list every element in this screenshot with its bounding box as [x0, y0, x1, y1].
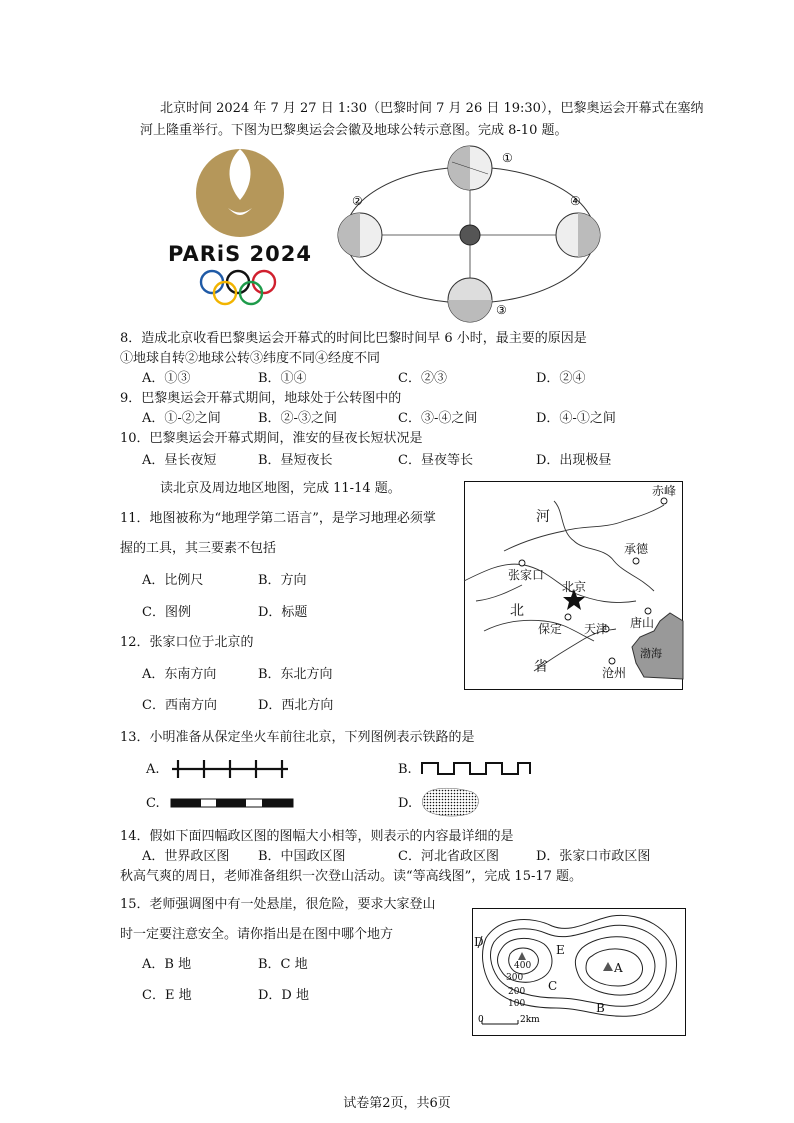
orbit-label-1: ① [502, 151, 513, 165]
q11-option-c[interactable]: C．图例 [142, 605, 191, 620]
city-dot-zhangjiakou [519, 560, 525, 566]
paris-2024-logo [168, 145, 315, 310]
q8-option-a[interactable]: A．①③ [142, 371, 191, 386]
map-label-zhangjiakou: 张家口 [508, 568, 545, 582]
city-dot-cangzhou [609, 658, 615, 664]
contour-frame [473, 909, 686, 1036]
q8-option-c[interactable]: C．②③ [398, 371, 447, 386]
earth-position-4 [556, 213, 600, 257]
city-dot-tangshan [645, 608, 651, 614]
q11-option-d[interactable]: D．标题 [258, 605, 308, 620]
q14-option-d[interactable]: D．张家口市政区图 [536, 849, 651, 864]
logo-text: PARiS 2024 [168, 242, 312, 266]
q9-option-b[interactable]: B．②-③之间 [258, 411, 337, 426]
map-label-chifeng: 赤峰 [652, 484, 677, 498]
q15-option-d[interactable]: D．D 地 [258, 988, 309, 1003]
map-label-baoding: 保定 [538, 622, 563, 636]
map-label-tianjin: 天津 [584, 622, 609, 636]
map-label-he: 河 [536, 509, 550, 525]
q13-option-d[interactable]: D. [398, 796, 413, 811]
city-dot-chengde [633, 558, 639, 564]
orbit-label-4: ④ [570, 194, 581, 208]
contour-value-300: 300 [506, 973, 524, 983]
q8-sub: ①地球自转②地球公转③纬度不同④经度不同 [120, 351, 381, 366]
q13-option-a[interactable]: A. [146, 762, 160, 777]
q11-option-a[interactable]: A．比例尺 [142, 573, 204, 588]
q14-option-b[interactable]: B．中国政区图 [258, 849, 346, 864]
q14-option-a[interactable]: A．世界政区图 [142, 849, 230, 864]
earth-position-2 [338, 213, 382, 257]
q9-option-c[interactable]: C．③-④之间 [398, 411, 478, 426]
orbit-label-3: ③ [496, 303, 507, 317]
contour-value-200: 200 [508, 987, 526, 997]
scale-label-2km: 2km [520, 1015, 540, 1025]
contour-label-e: E [556, 943, 565, 957]
map-label-sheng: 省 [534, 659, 548, 675]
q14-option-c[interactable]: C．河北省政区图 [398, 849, 499, 864]
map-label-cangzhou: 沧州 [602, 666, 627, 680]
map-label-tangshan: 唐山 [630, 616, 655, 630]
q15-stem-2: 时一定要注意安全。请你指出是在图中哪个地方 [120, 927, 394, 942]
q9-stem: 9．巴黎奥运会开幕式期间，地球处于公转图中的 [120, 391, 402, 406]
q12-option-d[interactable]: D．西北方向 [258, 698, 334, 713]
q8-option-d[interactable]: D．②④ [536, 371, 586, 386]
q10-option-b[interactable]: B．昼短夜长 [258, 453, 333, 468]
city-dot-chifeng [661, 498, 667, 504]
q8-option-b[interactable]: B．①④ [258, 371, 307, 386]
q14-stem: 14．假如下面四幅政区图的图幅大小相等，则表示的内容最详细的是 [120, 829, 514, 844]
q12-option-c[interactable]: C．西南方向 [142, 698, 217, 713]
legend-railway-symbol [170, 797, 294, 809]
earth-orbit-diagram [330, 140, 620, 330]
q15-option-a[interactable]: A．B 地 [142, 957, 192, 972]
map-label-beijing: 北京 [562, 580, 587, 594]
q13-stem: 13．小明准备从保定坐火车前往北京，下列图例表示铁路的是 [120, 730, 475, 745]
city-dot-baoding [565, 614, 571, 620]
earth-position-3 [448, 278, 492, 322]
intro-2: 读北京及周边地区地图，完成 11-14 题。 [160, 481, 401, 496]
legend-square-wave-symbol [420, 760, 532, 776]
q13-option-b[interactable]: B. [398, 762, 412, 777]
q15-option-c[interactable]: C．E 地 [142, 988, 192, 1003]
q10-option-d[interactable]: D．出现极昼 [536, 453, 612, 468]
map-label-chengde: 承德 [624, 542, 649, 556]
contour-label-c: C [548, 979, 558, 993]
q10-option-c[interactable]: C．昼夜等长 [398, 453, 473, 468]
intro-line-2: 河上隆重举行。下图为巴黎奥运会会徽及地球公转示意图。完成 8-10 题。 [140, 123, 568, 138]
q12-option-b[interactable]: B．东北方向 [258, 667, 333, 682]
olympic-rings [201, 271, 275, 304]
q8-stem: 8．造成北京收看巴黎奥运会开幕式的时间比巴黎时间早 6 小时，最主要的原因是 [120, 331, 587, 346]
scale-label-zero: 0 [478, 1015, 484, 1025]
q11-stem-1: 11．地图被称为“地理学第二语言”，是学习地理必须掌 [120, 511, 436, 526]
contour-label-b: B [596, 1001, 605, 1015]
q12-stem: 12．张家口位于北京的 [120, 635, 254, 650]
map-label-bei: 北 [510, 603, 524, 619]
sun-icon [460, 225, 480, 245]
map-label-bohai: 渤海 [640, 647, 662, 660]
q11-stem-2: 握的工具，其三要素不包括 [120, 541, 277, 556]
q9-option-a[interactable]: A．①-②之间 [142, 411, 221, 426]
contour-value-100: 100 [508, 999, 526, 1009]
q10-stem: 10．巴黎奥运会开幕式期间，淮安的昼夜长短状况是 [120, 431, 423, 446]
contour-map [472, 908, 686, 1036]
earth-position-1 [448, 146, 492, 190]
orbit-label-2: ② [352, 194, 363, 208]
legend-dotted-area-symbol [420, 786, 482, 818]
contour-label-a: A [614, 961, 623, 975]
q15-stem-1: 15．老师强调图中有一处悬崖，很危险，要求大家登山 [120, 897, 436, 912]
legend-cross-symbol [170, 758, 290, 780]
contour-value-400: 400 [514, 961, 532, 971]
beijing-region-map [464, 481, 683, 690]
intro-line-1: 北京时间 2024 年 7 月 27 日 1:30（巴黎时间 7 月 26 日 19:30），巴黎奥运会开幕式在塞纳 [160, 101, 704, 116]
q13-option-c[interactable]: C. [146, 796, 160, 811]
page-footer: 试卷第2页，共6页 [343, 1096, 451, 1111]
q9-option-d[interactable]: D．④-①之间 [536, 411, 616, 426]
contour-label-d: D [474, 935, 484, 949]
q12-option-a[interactable]: A．东南方向 [142, 667, 217, 682]
intro-3: 秋高气爽的周日，老师准备组织一次登山活动。读“等高线图”，完成 15-17 题。 [120, 869, 583, 884]
q10-option-a[interactable]: A．昼长夜短 [142, 453, 217, 468]
q11-option-b[interactable]: B．方向 [258, 573, 307, 588]
q15-option-b[interactable]: B．C 地 [258, 957, 308, 972]
